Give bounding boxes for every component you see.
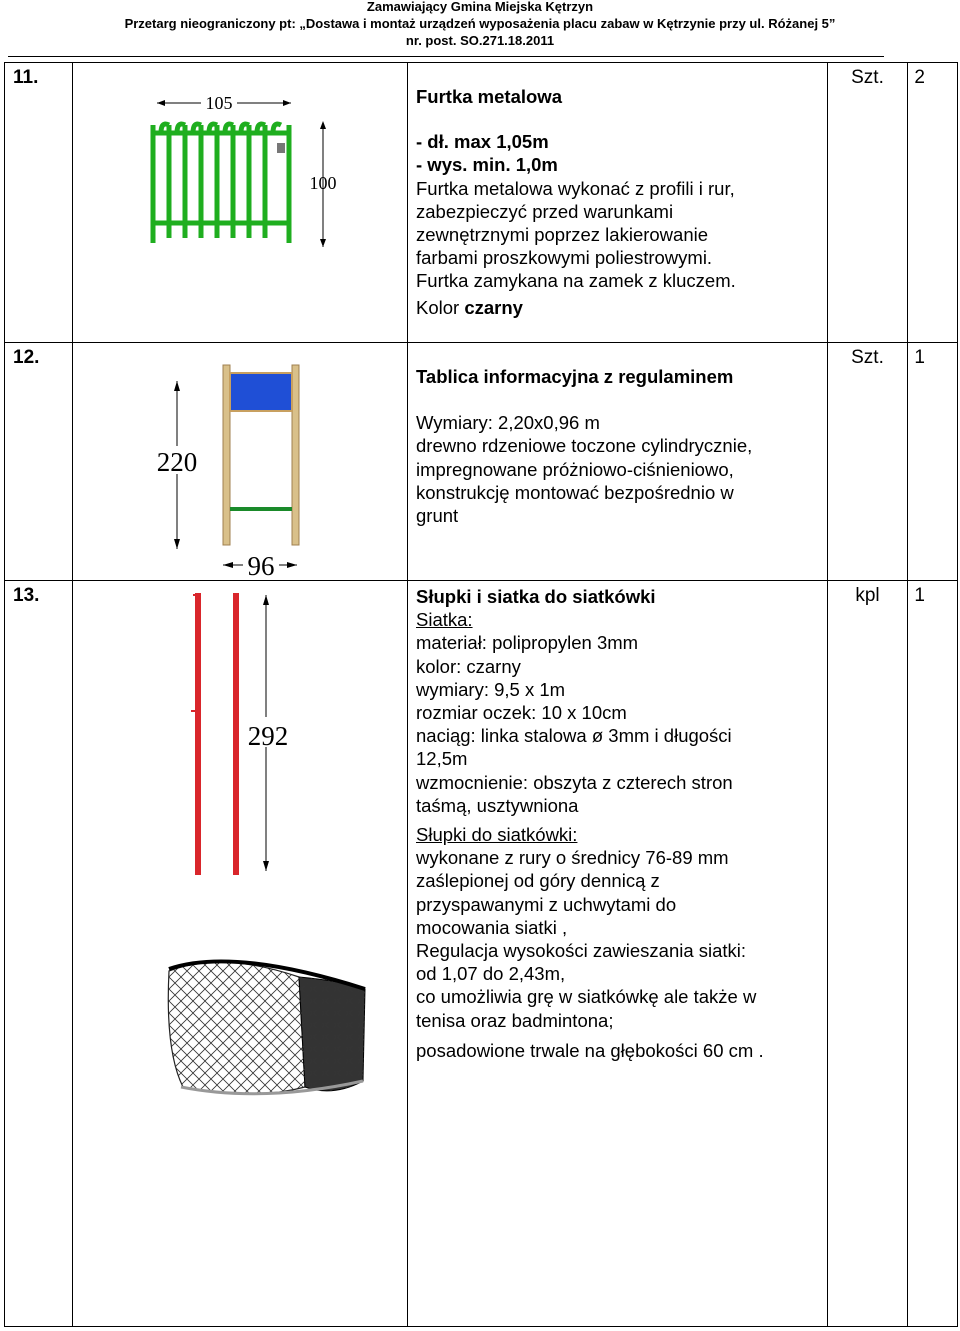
gate-height-label: 100: [309, 173, 337, 193]
posts-heading: Słupki do siatkówki:: [416, 824, 578, 846]
board-drawing: [73, 343, 407, 581]
item-qty: 2: [908, 63, 958, 343]
item-qty: 1: [908, 343, 958, 581]
table-row: [5, 343, 958, 581]
item-title: Furtka metalowa: [416, 86, 562, 107]
color-line: [416, 296, 819, 319]
table-row: [5, 581, 958, 1327]
item-title: Słupki i siatka do siatkówki: [416, 586, 656, 607]
item-image-cell: [73, 63, 408, 343]
color-value: czarny: [464, 296, 523, 318]
item-image-cell: [73, 343, 408, 581]
arrow-left-icon: [157, 100, 165, 106]
desc-line: 12,5m: [416, 748, 468, 770]
item-description: [408, 343, 828, 581]
desc-line: taśmą, usztywniona: [416, 794, 579, 816]
item-number: 12.: [5, 343, 73, 581]
lock-icon: [277, 143, 285, 153]
desc-line: Furtka metalowa wykonać z profili i rur,: [416, 177, 735, 199]
gate-drawing: [73, 63, 407, 343]
desc-line: kolor: czarny: [416, 655, 521, 677]
arrow-down-icon: [320, 239, 326, 247]
desc-line: co umożliwia grę w siatkówkę ale także w: [416, 986, 757, 1008]
item-dim-length: - dł. max 1,05m: [416, 131, 549, 153]
desc-line: materiał: polipropylen 3mm: [416, 632, 639, 654]
header-rule: [8, 56, 884, 57]
desc-line: od 1,07 do 2,43m,: [416, 963, 566, 985]
color-label: Kolor: [416, 296, 460, 318]
arrow-down-icon: [263, 861, 269, 871]
arrow-up-icon: [320, 121, 326, 129]
desc-line: tenisa oraz badmintona;: [416, 1009, 614, 1031]
item-number: 13.: [5, 581, 73, 1327]
arrow-left-icon: [223, 562, 233, 568]
desc-line: Wymiary: 2,20x0,96 m: [416, 412, 600, 434]
info-board-icon: [223, 365, 299, 545]
net-icon: [168, 961, 365, 1094]
volleyball-drawing: [73, 581, 407, 1327]
header-line-2: Przetarg nieograniczony pt: „Dostawa i montaż urządzeń wyposażenia placu zabaw w Kętrzynie przy ul. Różanej 5”: [124, 16, 836, 31]
final-line: posadowione trwale na głębokości 60 cm .: [416, 1039, 764, 1061]
desc-line: farbami proszkowymi poliestrowymi.: [416, 247, 713, 269]
desc-line: naciąg: linka stalowa ø 3mm i długości: [416, 725, 732, 747]
net-heading: Siatka:: [416, 609, 473, 631]
desc-line: mocowania siatki ,: [416, 916, 568, 938]
header-line-1: Zamawiający Gmina Miejska Kętrzyn: [366, 0, 594, 14]
arrow-up-icon: [263, 595, 269, 605]
header-line-3: nr. post. SO.271.18.2011: [405, 33, 555, 48]
desc-line: przyspawanymi z uchwytami do: [416, 893, 677, 915]
spec-table: [4, 62, 958, 1327]
desc-line: zabezpieczyć przed warunkami: [416, 200, 674, 222]
arrow-up-icon: [174, 381, 180, 391]
item-description: [408, 581, 828, 1327]
item-title: Tablica informacyjna z regulaminem: [416, 366, 734, 387]
arrow-down-icon: [174, 539, 180, 549]
table-row: [5, 63, 958, 343]
board-height-label: 220: [156, 447, 198, 477]
arrow-right-icon: [283, 100, 291, 106]
item-image-cell: [73, 581, 408, 1327]
desc-line: impregnowane próżniowo-ciśnieniowo,: [416, 458, 734, 480]
desc-line: wzmocnienie: obszyta z czterech stron: [416, 771, 733, 793]
board-width-label: 96: [247, 551, 275, 581]
item-description: [408, 63, 828, 343]
item-unit: Szt.: [828, 343, 908, 581]
item-dim-height: - wys. min. 1,0m: [416, 154, 558, 176]
desc-line: wymiary: 9,5 x 1m: [416, 678, 566, 700]
posts-icon: [191, 593, 239, 875]
desc-line: zewnętrznymi poprzez lakierowanie: [416, 224, 709, 246]
desc-line: Furtka zamykana na zamek z kluczem.: [416, 270, 736, 292]
item-unit: kpl: [828, 581, 908, 1327]
desc-line: konstrukcję montować bezpośrednio w: [416, 481, 734, 503]
gate-icon: [153, 124, 289, 243]
desc-line: zaślepionej od góry dennicą z: [416, 870, 660, 892]
desc-line: Regulacja wysokości zawieszania siatki:: [416, 940, 747, 962]
desc-line: drewno rdzeniowe toczone cylindrycznie,: [416, 435, 753, 457]
desc-line: rozmiar oczek: 10 x 10cm: [416, 702, 627, 724]
item-number: 11.: [5, 63, 73, 343]
desc-line: grunt: [416, 505, 459, 527]
arrow-right-icon: [287, 562, 297, 568]
item-qty: 1: [908, 581, 958, 1327]
gate-width-label: 105: [205, 93, 233, 113]
posts-height-label: 292: [247, 721, 289, 751]
desc-line: wykonane z rury o średnicy 76-89 mm: [416, 847, 729, 869]
item-unit: Szt.: [828, 63, 908, 343]
